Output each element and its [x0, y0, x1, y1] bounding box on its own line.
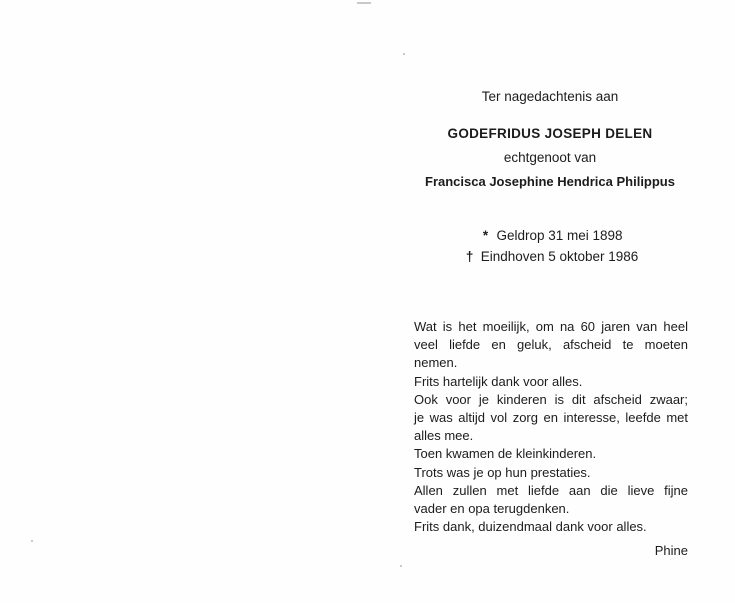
poem-line: je was altijd vol zorg en interesse, leefde met — [414, 410, 688, 426]
death-line — [390, 249, 710, 264]
spouse-name: Francisca Josephine Hendrica Philippus — [425, 174, 675, 189]
poem-line: Frits dank, duizendmaal dank voor alles. — [414, 519, 647, 535]
scan-speck — [357, 2, 371, 4]
poem-line: nemen. — [414, 355, 458, 371]
poem-line: Toen kwamen de kleinkinderen. — [414, 446, 597, 462]
spouse-label: echtgenoot van — [503, 150, 597, 165]
poem-line: vader en opa terugdenken. — [414, 501, 570, 517]
scan-speck — [403, 53, 405, 55]
birth-text: Geldrop 31 mei 1898 — [496, 228, 623, 243]
signature: Phine — [654, 543, 688, 558]
asterisk-icon: * — [482, 228, 489, 243]
poem-line: Ook voor je kinderen is dit afscheid zwaar; — [414, 391, 688, 407]
poem-text — [414, 318, 688, 536]
scan-speck — [400, 565, 402, 567]
poem-line: Wat is het moeilijk, om na 60 jaren van heel — [414, 319, 688, 334]
cross-icon: † — [465, 249, 474, 264]
poem-line: Frits hartelijk dank voor alles. — [414, 373, 583, 389]
poem-line: veel liefde en geluk, afscheid te moeten — [414, 337, 688, 353]
poem-line: alles mee. — [414, 428, 474, 444]
scan-speck — [31, 540, 33, 542]
intro-text: Ter nagedachtenis aan — [481, 89, 619, 104]
poem-line: Trots was je op hun prestaties. — [414, 464, 591, 480]
deceased-name: GODEFRIDUS JOSEPH DELEN — [447, 126, 653, 141]
death-text: Eindhoven 5 oktober 1986 — [480, 249, 639, 264]
birth-line — [390, 228, 710, 243]
poem-line: Allen zullen met liefde aan die lieve fijne — [414, 482, 688, 498]
